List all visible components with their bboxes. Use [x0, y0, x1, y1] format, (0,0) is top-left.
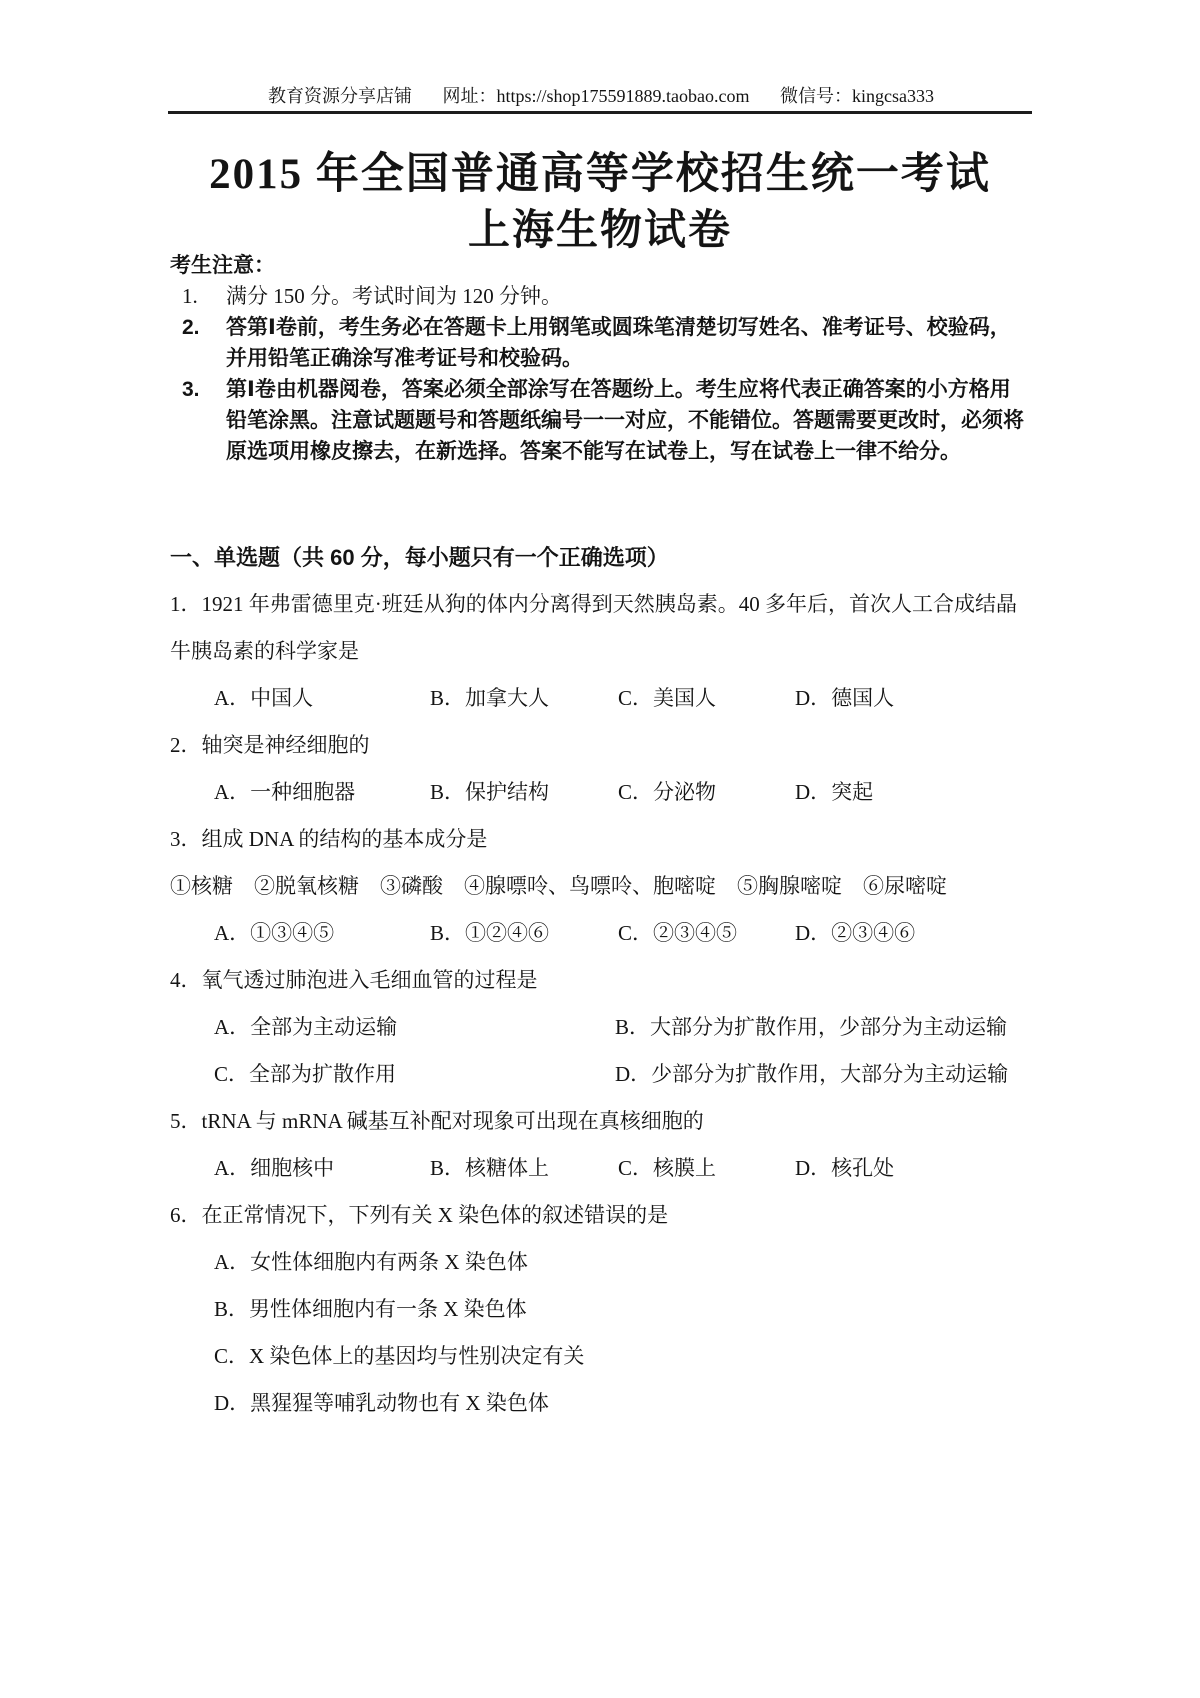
q3-option-a: A．①③④⑤ — [214, 921, 335, 945]
question-1-options — [170, 675, 1036, 722]
question-4-options-row-2 — [170, 1051, 1036, 1098]
question-3-options — [170, 910, 1036, 957]
q4-option-a: A．全部为主动运输 — [214, 1015, 398, 1039]
q1-option-d: D．德国人 — [795, 686, 895, 710]
q2-option-a: A．一种细胞器 — [214, 780, 356, 804]
question-4-stem: 4．氧气透过肺泡进入毛细血管的过程是 — [170, 968, 538, 992]
question-5-options — [170, 1145, 1036, 1192]
section-heading: 一、单选题（共 60 分，每小题只有一个正确选项） — [170, 545, 669, 570]
q2-option-b: B．保护结构 — [430, 780, 550, 804]
header-divider — [168, 111, 1032, 114]
notice-item-2 — [170, 312, 1026, 374]
notice-item-1 — [170, 281, 1026, 312]
notice-heading: 考生注意： — [170, 254, 275, 277]
question-3-sublist: ①核糖 ②脱氧核糖 ③磷酸 ④腺嘌呤、鸟嘌呤、胞嘧啶 ⑤胸腺嘧啶 ⑥尿嘧啶 — [170, 874, 947, 898]
question-4-options-row-1 — [170, 1004, 1036, 1051]
q1-option-a: A．中国人 — [214, 686, 314, 710]
q5-option-c: C．核膜上 — [618, 1156, 717, 1180]
questions-area — [170, 534, 1036, 1427]
notice-item-3-number: 3. — [182, 378, 200, 401]
notice-section — [170, 250, 1026, 467]
q5-option-d: D．核孔处 — [795, 1156, 895, 1180]
q5-option-a: A．细胞核中 — [214, 1156, 335, 1180]
exam-subtitle: 上海生物试卷 — [467, 208, 732, 254]
exam-title: 2015 年全国普通高等学校招生统一考试 — [209, 151, 991, 198]
question-3-stem: 3．组成 DNA 的结构的基本成分是 — [170, 827, 488, 851]
q2-option-c: C．分泌物 — [618, 780, 717, 804]
q2-option-d: D．突起 — [795, 780, 874, 804]
question-6-stem: 6．在正常情况下，下列有关 X 染色体的叙述错误的是 — [170, 1203, 669, 1227]
notice-item-1-number: 1. — [182, 284, 198, 308]
q5-option-b: B．核糖体上 — [430, 1156, 550, 1180]
q1-option-b: B．加拿大人 — [430, 686, 550, 710]
q4-option-b: B．大部分为扩散作用，少部分为主动运输 — [615, 1015, 1008, 1039]
q3-option-d: D．②③④⑥ — [795, 921, 916, 945]
header-shop-name: 教育资源分享店铺 — [268, 86, 413, 106]
notice-item-2-text: 答第Ⅰ卷前，考生务必在答题卡上用钢笔或圆珠笔清楚切写姓名、准考证号、校验码，并用铅笔正确涂写准考证号和校验码。 — [226, 316, 1011, 370]
question-2-options — [170, 769, 1036, 816]
question-1-stem: 1．1921 年弗雷德里克·班廷从狗的体内分离得到天然胰岛素。40 多年后，首次人工合成结晶牛胰岛素的科学家是 — [170, 592, 1017, 663]
q6-option-b: B．男性体细胞内有一条 X 染色体 — [214, 1297, 527, 1321]
q1-option-c: C．美国人 — [618, 686, 717, 710]
q3-option-c: C．②③④⑤ — [618, 921, 738, 945]
notice-item-2-number: 2. — [182, 316, 200, 339]
notice-item-3-text: 第Ⅰ卷由机器阅卷，答案必须全部涂写在答题纷上。考生应将代表正确答案的小方格用铅笔涂黑。注意试题题号和答题纸编号一一对应，不能错位。答题需要更改时，必须将原选项用橡皮擦去，在新选择。答案不能写在试卷上，写在试卷上一律不给分。 — [226, 378, 1024, 463]
notice-item-1-text: 满分 150 分。考试时间为 120 分钟。 — [226, 284, 562, 308]
q6-option-d: D．黑猩猩等哺乳动物也有 X 染色体 — [214, 1391, 549, 1415]
header-site-url: 网址：https://shop175591889.taobao.com — [442, 86, 750, 106]
q6-option-c: C．X 染色体上的基因均与性别决定有关 — [214, 1344, 585, 1368]
notice-item-3 — [170, 374, 1026, 467]
q3-option-b: B．①②④⑥ — [430, 921, 550, 945]
q6-option-a: A．女性体细胞内有两条 X 染色体 — [214, 1250, 528, 1274]
question-5-stem: 5．tRNA 与 mRNA 碱基互补配对现象可出现在真核细胞的 — [170, 1109, 704, 1133]
question-2-stem: 2．轴突是神经细胞的 — [170, 733, 370, 757]
q4-option-c: C．全部为扩散作用 — [214, 1062, 397, 1086]
q4-option-d: D．少部分为扩散作用，大部分为主动运输 — [615, 1062, 1009, 1086]
header-wechat-id: 微信号：kingcsa333 — [780, 86, 934, 106]
page-header — [170, 82, 1032, 108]
